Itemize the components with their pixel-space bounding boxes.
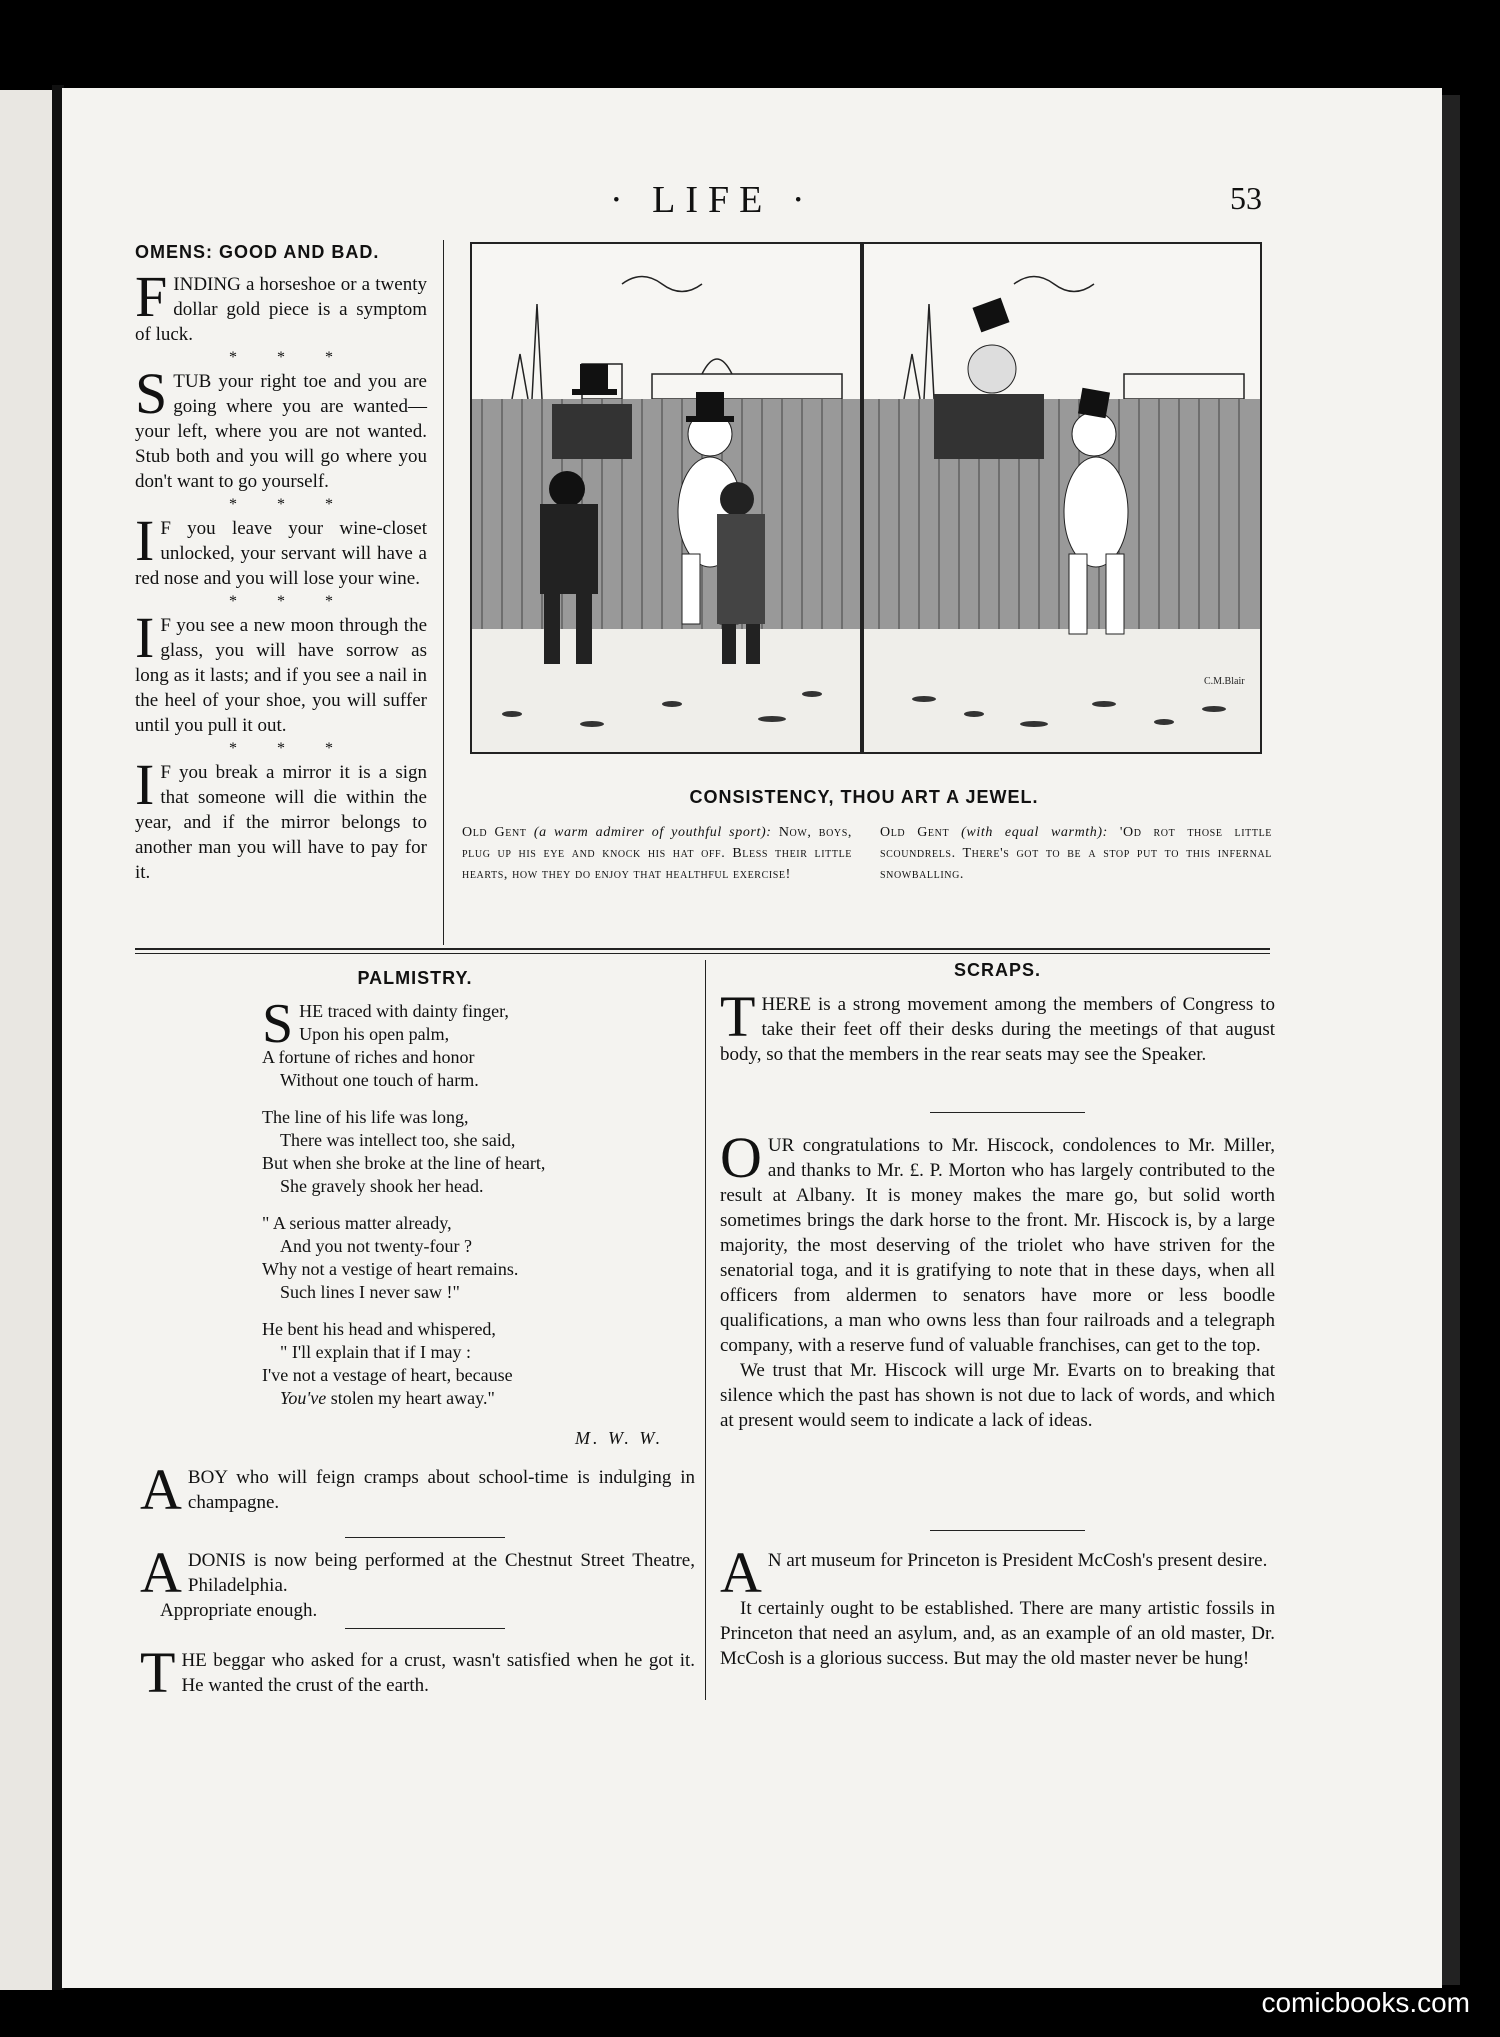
poem-line: And you not twenty-four ?	[280, 1236, 472, 1256]
divider	[930, 1112, 1085, 1113]
separator-stars: * * *	[229, 496, 351, 513]
caption-speaker: Old Gent	[462, 825, 527, 840]
item-text: DONIS is now being performed at the Chestnut Street Theatre, Philadelphia.	[187, 1550, 695, 1596]
divider	[345, 1537, 505, 1538]
cartoon-caption-left	[462, 822, 852, 885]
scrap-text: N art museum for Princeton is President McCosh's present desire.	[767, 1550, 1268, 1571]
scrap-item	[720, 1540, 1275, 1671]
poem-signature: M. W. W.	[575, 1428, 664, 1448]
caption-text: 'Od rot those little scoundrels. There's got to be a stop put to this infernal snowballing.	[880, 825, 1272, 882]
left-item	[140, 1640, 695, 1705]
poem-line	[262, 1387, 682, 1410]
scrap-text: HERE is a strong movement among the members of Congress to take their feet off their desks during the meetings of that august body, so that the members in the rear seats may see the Speaker.	[720, 994, 1275, 1065]
divider	[930, 1530, 1085, 1531]
poem-italic: You've	[280, 1388, 327, 1408]
watermark: comicbooks.com	[1261, 1987, 1470, 2018]
poem-line: " I'll explain that if I may :	[280, 1342, 472, 1362]
separator-stars: * * *	[229, 740, 351, 757]
omen-text: F you see a new moon through the glass, you will have sorrow as long as it lasts; and if you see a nail in the heel of your shoe, you will suffer until you pull it out.	[135, 615, 427, 736]
separator-stars: * * *	[229, 593, 351, 610]
left-item	[140, 1540, 695, 1623]
artist-signature: C.M.Blair	[1204, 676, 1245, 687]
drop-cap: A	[720, 1540, 762, 1605]
omens-column	[135, 264, 427, 885]
item-text: BOY who will feign cramps about school-time is indulging in champagne.	[187, 1467, 695, 1513]
omen-paragraph	[135, 605, 427, 738]
drop-cap: A	[140, 1540, 182, 1605]
poem-line: A fortune of riches and honor	[262, 1047, 475, 1067]
caption-aside: (a warm admirer of youthful sport):	[533, 825, 772, 840]
omen-text: F you leave your wine-closet unlocked, your servant will have a red nose and you will lose your wine.	[135, 518, 427, 589]
page-right-edge	[1442, 95, 1460, 1985]
masthead: · LIFE ·	[610, 179, 815, 221]
drop-cap: T	[720, 984, 756, 1049]
poem-line: Upon his open palm,	[299, 1024, 450, 1044]
poem-line: " A serious matter already,	[262, 1213, 452, 1233]
cartoon-title: CONSISTENCY, THOU ART A JEWEL.	[689, 787, 1039, 807]
palmistry-title: PALMISTRY.	[357, 968, 473, 988]
omen-paragraph	[135, 508, 427, 591]
drop-cap: A	[140, 1457, 182, 1522]
drop-cap: I	[135, 508, 155, 573]
poem-line: But when she broke at the line of heart,	[262, 1153, 546, 1173]
poem-line: He bent his head and whispered,	[262, 1319, 496, 1339]
caption-aside: (with equal warmth):	[961, 825, 1108, 840]
page-number: 53	[1230, 180, 1262, 216]
omen-paragraph	[135, 752, 427, 885]
poem-text: stolen my heart away."	[326, 1388, 495, 1408]
drop-cap: S	[262, 993, 294, 1055]
poem-line: Such lines I never saw !"	[280, 1282, 460, 1302]
poem-text: HE traced with dainty finger,	[299, 1001, 509, 1021]
omen-paragraph	[135, 361, 427, 494]
drop-cap: F	[135, 264, 168, 329]
column-rule	[443, 240, 444, 945]
separator-stars: * * *	[229, 349, 351, 366]
omen-text: INDING a horseshoe or a twenty dollar gold piece is a symptom of luck.	[135, 274, 427, 345]
poem-line: She gravely shook her head.	[280, 1176, 484, 1196]
item-text: HE beggar who asked for a crust, wasn't satisfied when he got it. He wanted the crust of the earth.	[181, 1650, 695, 1696]
scraps-title: SCRAPS.	[953, 960, 1041, 980]
scrap-extra: It certainly ought to be established. There are many artistic fossils in Princeton that need an asylum, and, as an example of an old master, Dr. McCosh is a glorious success. But may the old master never be hung!	[720, 1598, 1275, 1669]
drop-cap: S	[135, 361, 168, 426]
omens-title: OMENS: GOOD AND BAD.	[135, 242, 380, 262]
poem-line: I've not a vestage of heart, because	[262, 1365, 513, 1385]
cartoon-panel-right	[862, 242, 1262, 754]
divider	[345, 1628, 505, 1629]
drop-cap: I	[135, 752, 155, 817]
caption-speaker: Old Gent	[880, 825, 950, 840]
column-rule	[705, 960, 706, 1700]
drop-cap: T	[140, 1640, 176, 1705]
omen-paragraph	[135, 264, 427, 347]
omen-text: F you break a mirror it is a sign that someone will die within the year, and if the mirror belongs to another man you will have to pay for it.	[135, 762, 427, 883]
poem-line: Without one touch of harm.	[280, 1070, 479, 1090]
scrap-item	[720, 1125, 1275, 1433]
facing-page-edge	[0, 90, 52, 1990]
cartoon-panel-left	[470, 242, 862, 754]
section-rule	[135, 948, 1270, 954]
drop-cap: O	[720, 1125, 762, 1190]
poem-line: There was intellect too, she said,	[280, 1130, 516, 1150]
poem-line: Why not a vestige of heart remains.	[262, 1259, 519, 1279]
left-item	[140, 1457, 695, 1522]
omen-text: TUB your right toe and you are going where you are wanted—your left, where you are not wanted. Stub both and you will go where you don't want to go yourself.	[135, 371, 427, 492]
drop-cap: I	[135, 605, 155, 670]
scrap-item	[720, 984, 1275, 1067]
caption-text: Now, boys, plug up his eye and knock his hat off. Bless their little hearts, how they do enjoy that healthful exercise!	[462, 825, 852, 882]
scrap-text: UR congratulations to Mr. Hiscock, condolences to Mr. Miller, and thanks to Mr. £. P. Morton who has largely contributed to the result at Albany. It is money makes the mare go, but solid worth sometimes brings the dark horse to the front. Mr. Hiscock is, by a large majority, the most deserving of the triolet who have striven for the senatorial toga, and it is gratifying to note that in these days, when all officers from aldermen to senators have more or less boodle qualifications, a man who owns less than four railroads and a telegraph company, with a reserve fund of valuable franchises, can get to the top.	[720, 1135, 1275, 1356]
poem-line: The line of his life was long,	[262, 1107, 469, 1127]
palmistry-poem	[262, 993, 682, 1410]
cartoon-caption-right	[880, 822, 1272, 885]
scrap-extra: We trust that Mr. Hiscock will urge Mr. Evarts on to breaking that silence which the past has shown is not due to lack of words, and which at present would seem to indicate a lack of ideas.	[720, 1360, 1275, 1431]
item-extra: Appropriate enough.	[160, 1600, 318, 1621]
